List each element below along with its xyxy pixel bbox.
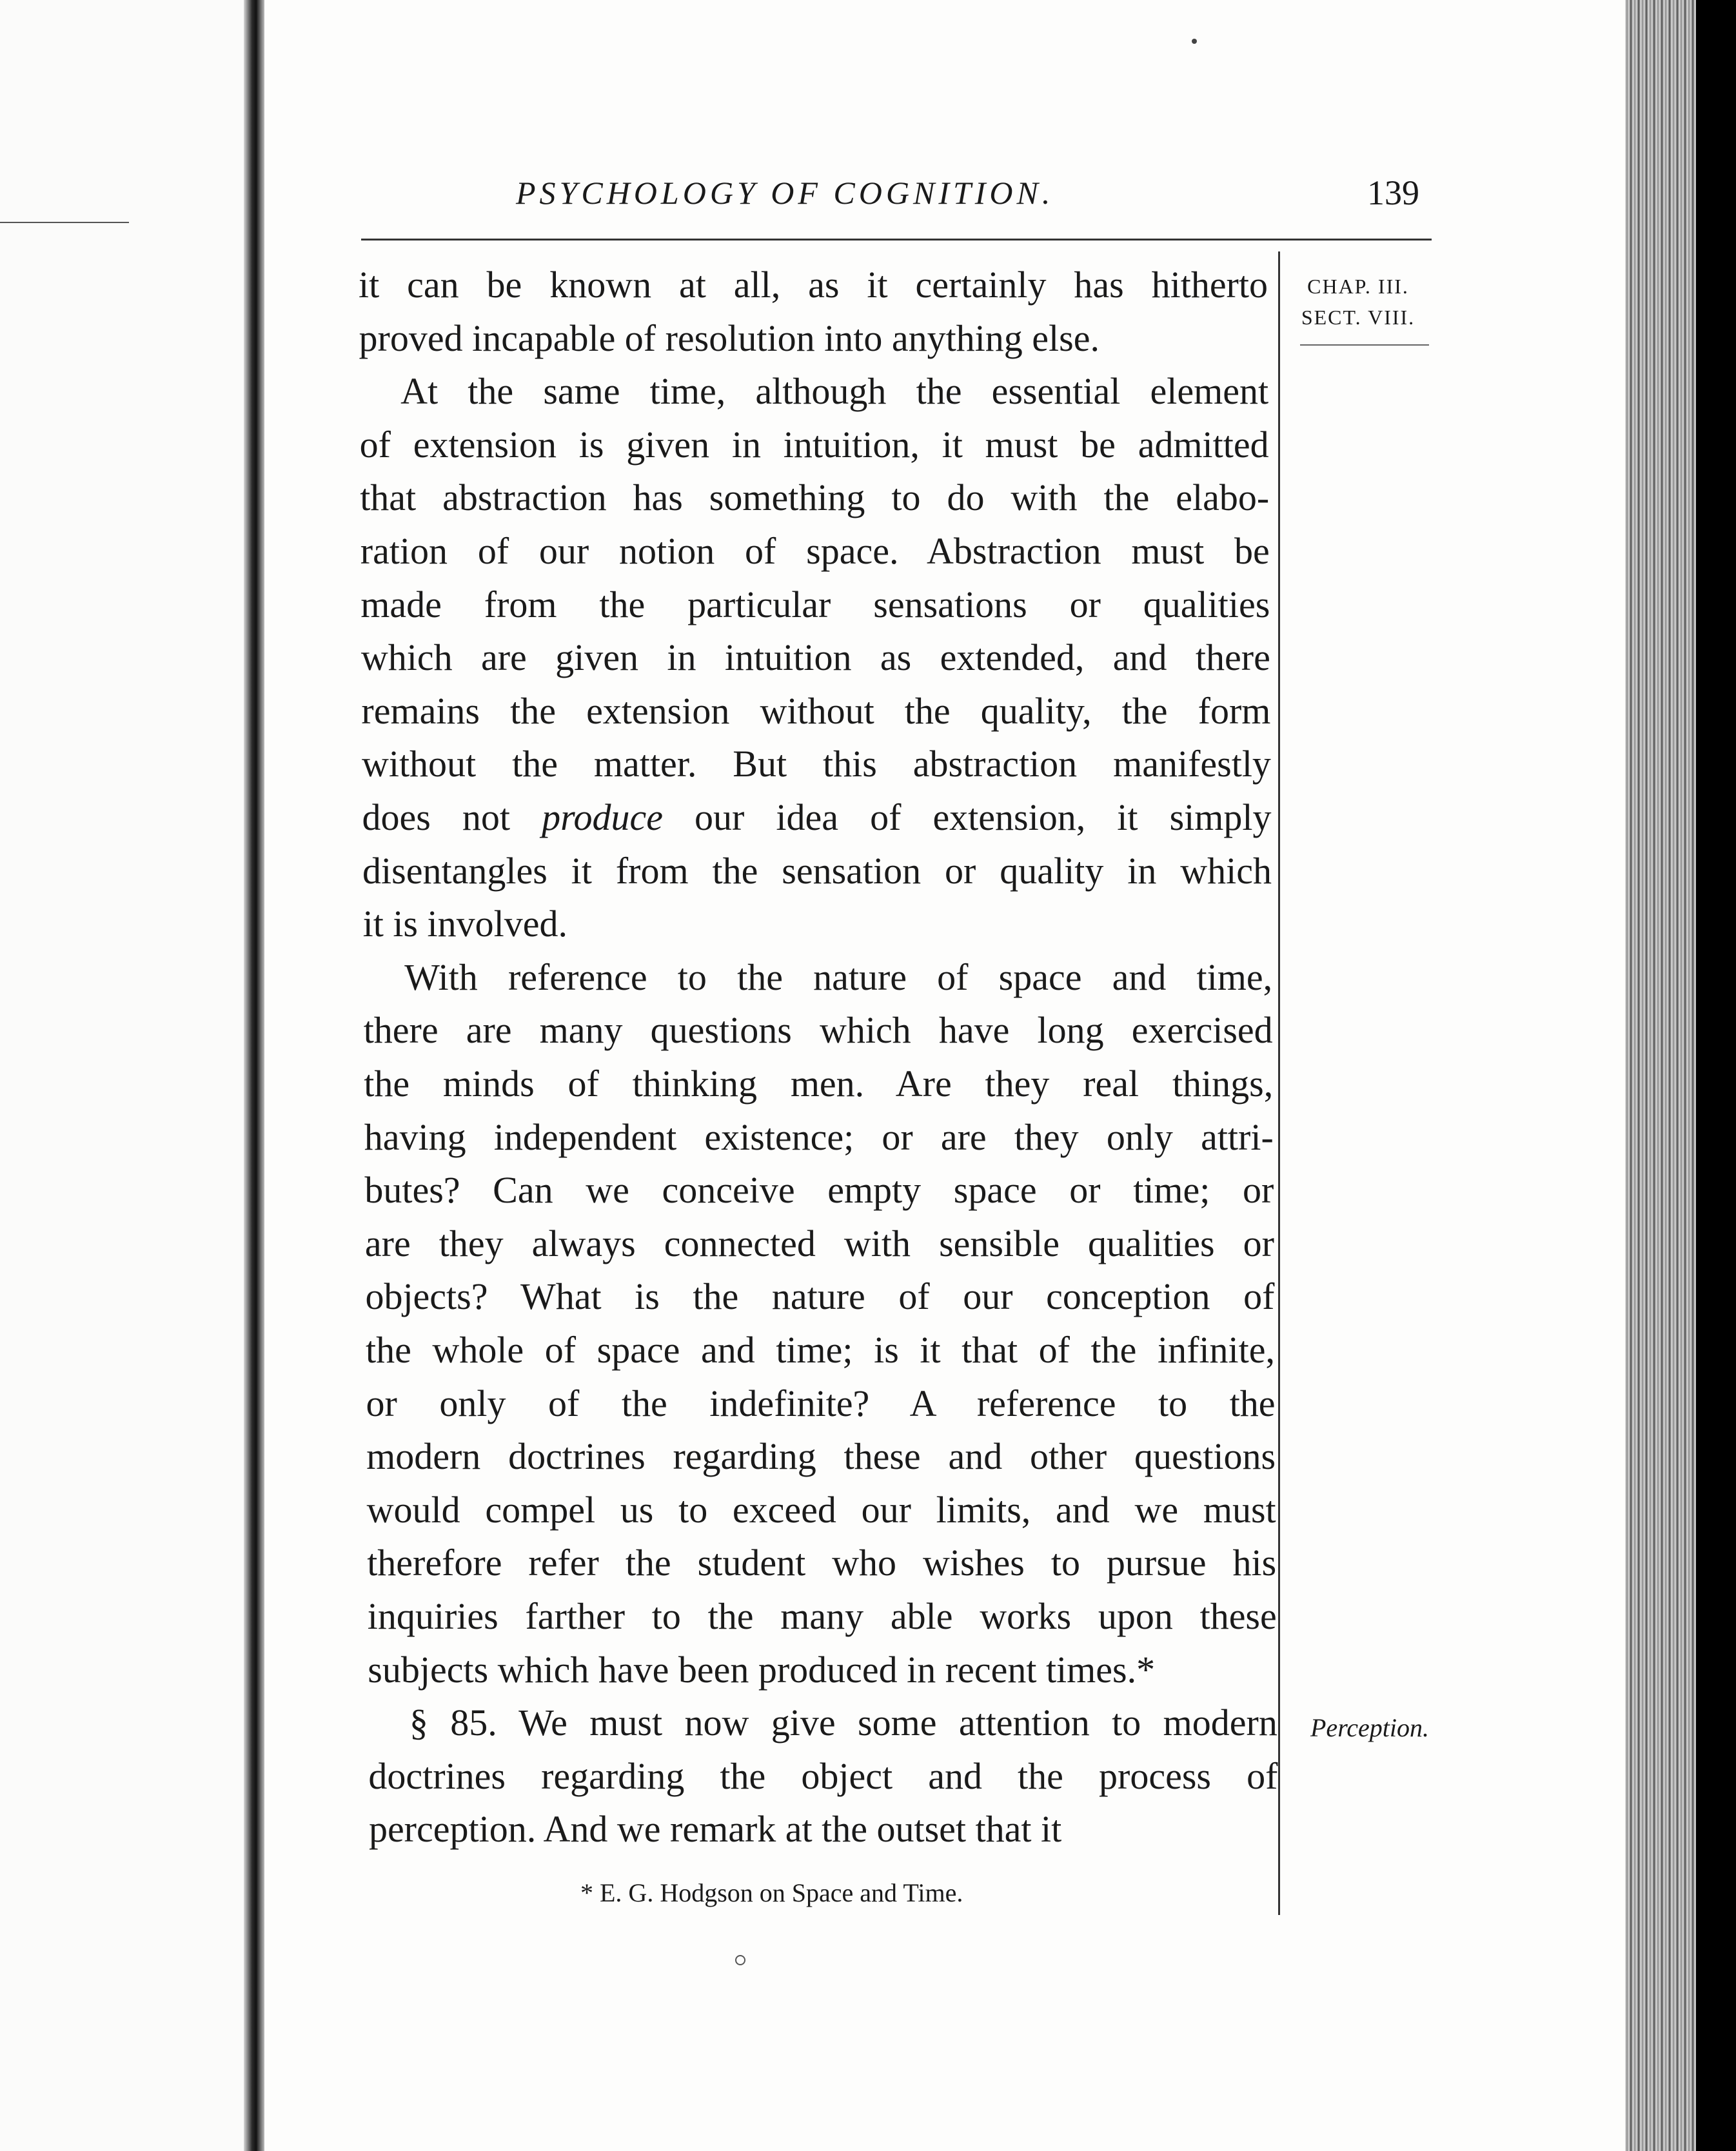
body-line: having independent existence; or are they only attri- xyxy=(364,1115,1274,1158)
body-line: are they always connected with sensible qualities or xyxy=(364,1222,1274,1264)
left-facing-page xyxy=(0,0,244,2151)
body-line: subjects which have been produced in recent times.* xyxy=(368,1648,1156,1691)
running-head: PSYCHOLOGY OF COGNITION. xyxy=(516,175,1054,211)
left-page-rule xyxy=(0,222,129,223)
body-line: With reference to the nature of space and time, xyxy=(404,956,1273,998)
body-line: butes? Can we conceive empty space or time; or xyxy=(364,1169,1274,1212)
body-line: therefore refer the student who wishes to pursue his xyxy=(367,1542,1277,1584)
section-label: SECT. VIII. xyxy=(1301,306,1415,329)
body-line: proved incapable of resolution into anything else. xyxy=(359,317,1100,359)
body-line: modern doctrines regarding these and other questions xyxy=(366,1435,1276,1478)
body-line: § 85. We must now give some attention to modern xyxy=(409,1702,1277,1744)
body-line: disentangles it from the sensation or quality in which xyxy=(362,849,1272,892)
body-line: ration of our notion of space. Abstraction must be xyxy=(360,530,1270,572)
body-line: remains the extension without the quality, the form xyxy=(361,689,1271,732)
body-line: would compel us to exceed our limits, and we must xyxy=(366,1488,1276,1531)
body-line: objects? What is the nature of our conception of xyxy=(365,1275,1275,1318)
ornament-mark xyxy=(735,1955,745,1965)
footnote: * E. G. Hodgson on Space and Time. xyxy=(580,1878,963,1907)
body-line: does not produce our idea of extension, it simply xyxy=(362,796,1272,838)
body-line: At the same time, although the essential element xyxy=(400,370,1269,413)
chapter-label-rule xyxy=(1300,344,1429,346)
body-line: the minds of thinking men. Are they real things, xyxy=(364,1063,1274,1105)
body-line: it is involved. xyxy=(362,903,567,945)
chapter-section-label xyxy=(1294,271,1423,333)
header-rule xyxy=(361,239,1432,241)
chapter-label: CHAP. III. xyxy=(1307,275,1409,298)
body-line: doctrines regarding the object and the process of xyxy=(368,1754,1278,1797)
body-line: or only of the indefinite? A reference to the xyxy=(366,1382,1276,1424)
page-edges-shadow xyxy=(1696,0,1736,2151)
body-line: that abstraction has something to do with the elabo- xyxy=(360,476,1270,519)
margin-note: Perception. xyxy=(1310,1713,1430,1742)
body-line: without the matter. But this abstraction manifestly xyxy=(361,743,1271,785)
body-line: of extension is given in intuition, it must be admitted xyxy=(359,423,1269,466)
body-line: the whole of space and time; is it that of the infinite, xyxy=(366,1329,1275,1371)
margin-rule xyxy=(1278,251,1280,1915)
body-line: which are given in intuition as extended, and there xyxy=(360,636,1270,679)
body-line: made from the particular sensations or qualities xyxy=(360,583,1270,625)
book-gutter xyxy=(244,0,264,2151)
body-line: it can be known at all, as it certainly has hitherto xyxy=(359,264,1268,306)
page-number: 139 xyxy=(1367,173,1419,212)
speck-mark xyxy=(1192,39,1197,44)
body-line: perception. And we remark at the outset that it xyxy=(368,1808,1062,1851)
body-line: inquiries farther to the many able works upon these xyxy=(367,1595,1277,1637)
body-line: there are many questions which have long exercised xyxy=(363,1009,1273,1052)
